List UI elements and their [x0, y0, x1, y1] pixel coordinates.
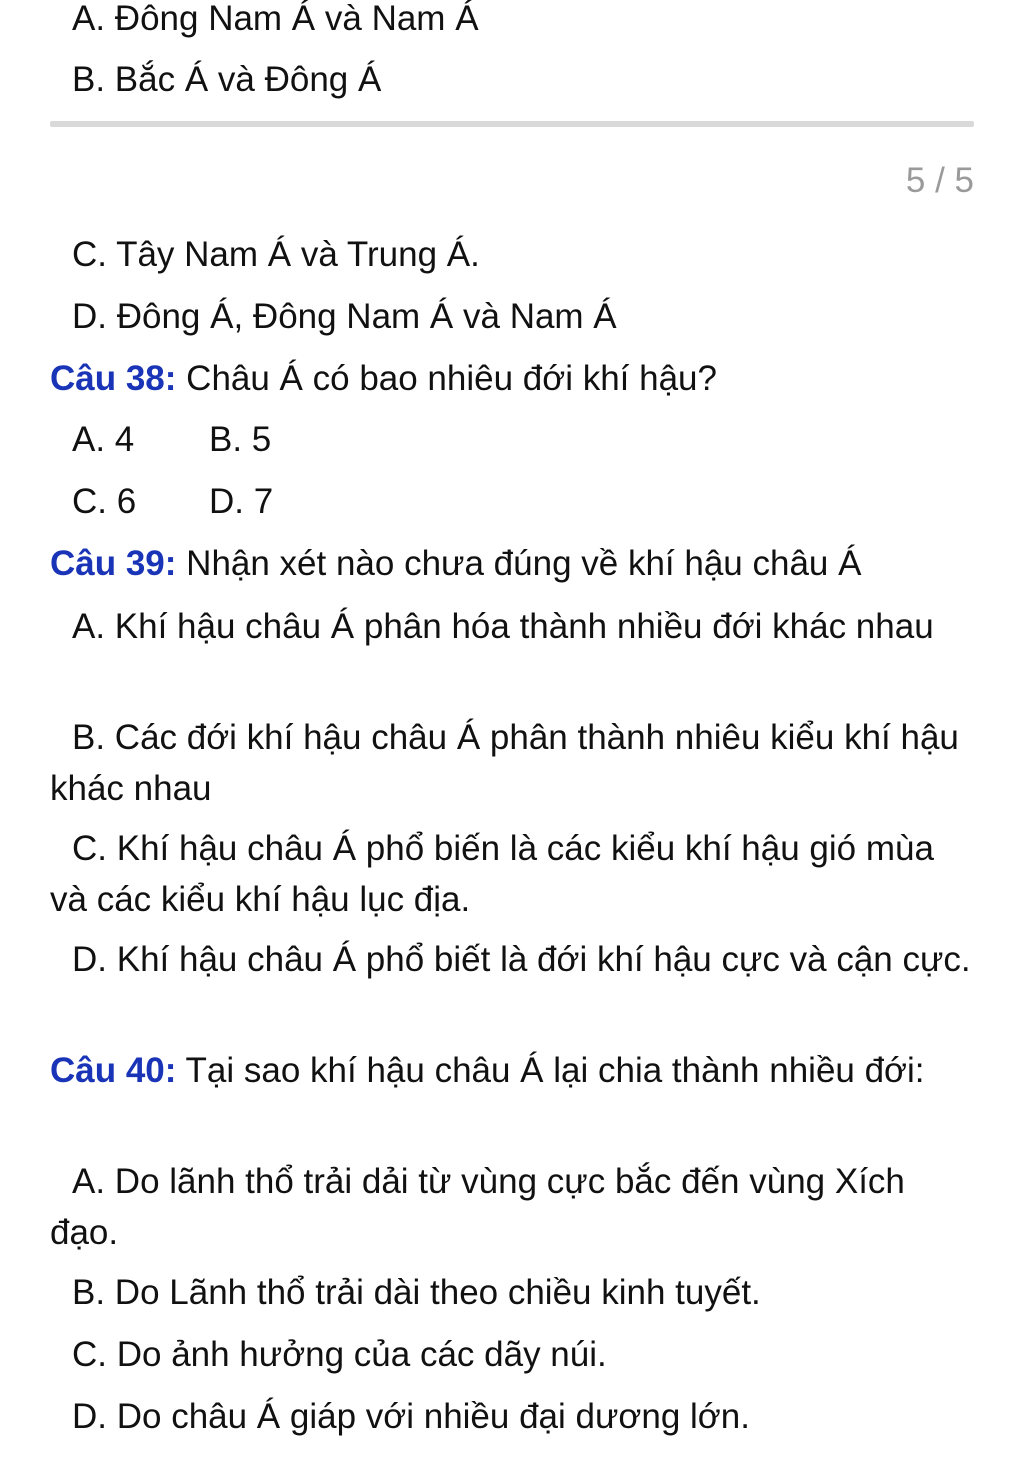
option-c-question-37: C. Tây Nam Á và Trung Á.: [72, 235, 480, 274]
page-divider: [50, 121, 974, 127]
question-38-option-c: C. 6: [72, 482, 137, 521]
question-40-label: Câu 40:: [50, 1051, 177, 1090]
question-40-option-b: B. Do Lãnh thổ trải dài theo chiều kinh tuyết.: [72, 1273, 761, 1312]
question-38-option-d: D. 7: [209, 482, 274, 521]
page-indicator: 5 / 5: [905, 161, 974, 200]
question-38-label: Câu 38:: [50, 359, 177, 398]
question-39-option-b: B. Các đới khí hậu châu Á phân thành nhiêu kiểu khí hậu khác nhau: [50, 718, 959, 808]
question-39-text: Nhận xét nào chưa đúng về khí hậu châu Á: [176, 544, 862, 583]
question-40-option-a: A. Do lãnh thổ trải dải từ vùng cực bắc đến vùng Xích đạo.: [50, 1162, 905, 1252]
question-40-text: Tại sao khí hậu châu Á lại chia thành nhiều đới:: [176, 1051, 925, 1090]
question-40-option-d: D. Do châu Á giáp với nhiều đại dương lớn.: [72, 1397, 750, 1436]
question-39-option-d: D. Khí hậu châu Á phổ biết là đới khí hậu cực và cận cực.: [72, 940, 971, 979]
question-38-options-row-1: [50, 415, 974, 465]
question-38: [50, 354, 974, 404]
option-b-previous-question: B. Bắc Á và Đông Á: [72, 60, 382, 99]
question-39-label: Câu 39:: [50, 544, 177, 583]
question-39-option-c: C. Khí hậu châu Á phổ biến là các kiểu khí hậu gió mùa và các kiểu khí hậu lục địa.: [50, 829, 934, 919]
question-38-text: Châu Á có bao nhiêu đới khí hậu?: [176, 359, 717, 398]
option-d-question-37: D. Đông Á, Đông Nam Á và Nam Á: [72, 297, 617, 336]
question-39-option-a: A. Khí hậu châu Á phân hóa thành nhiều đới khác nhau: [72, 607, 934, 646]
question-38-option-a: A. 4: [72, 420, 135, 459]
question-40: [50, 1045, 974, 1096]
question-40-option-c: C. Do ảnh hưởng của các dãy núi.: [72, 1335, 607, 1374]
question-39: [50, 539, 974, 589]
option-a-previous-question: A. Đông Nam Á và Nam Á: [72, 0, 479, 38]
question-38-options-row-2: [50, 477, 974, 527]
question-38-option-b: B. 5: [209, 420, 272, 459]
